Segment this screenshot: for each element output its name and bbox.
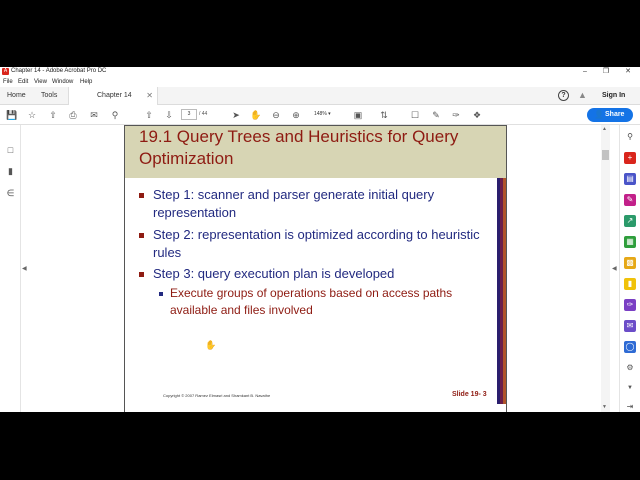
scroll-up-icon[interactable]: ▲: [602, 126, 607, 132]
sub-bullet-text: Execute groups of operations based on access paths available and files involved: [170, 286, 453, 317]
search-icon[interactable]: ⚲: [111, 110, 119, 120]
close-window-button[interactable]: ✕: [625, 68, 631, 75]
tab-tools[interactable]: Tools: [41, 92, 58, 99]
attachment-icon[interactable]: ∈: [6, 188, 15, 198]
hand-icon[interactable]: ✋: [250, 110, 262, 120]
page-total: / 44: [199, 111, 208, 117]
slide-number: Slide 19- 3: [452, 391, 487, 398]
maximize-button[interactable]: ❐: [602, 68, 610, 75]
protect-icon[interactable]: ◯: [625, 342, 635, 351]
pen-icon[interactable]: ✎: [432, 110, 440, 120]
print-icon[interactable]: ⎙: [69, 110, 77, 120]
menu-edit[interactable]: Edit: [18, 79, 29, 85]
share-icon: 👤: [594, 110, 604, 119]
list-item: [139, 226, 484, 262]
collapse-right-panel-icon[interactable]: ◀: [612, 266, 617, 272]
scroll-mode-icon[interactable]: ⇅: [380, 110, 388, 120]
sign-icon[interactable]: ✑: [452, 110, 460, 120]
bookmark-icon[interactable]: ▮: [8, 166, 13, 176]
expand-tools-icon[interactable]: ▼: [627, 385, 633, 391]
close-tab-icon[interactable]: ✕: [146, 91, 153, 100]
fill-sign-icon[interactable]: ✑: [624, 299, 636, 311]
collapse-left-panel-icon[interactable]: ◀: [22, 266, 27, 272]
email-icon[interactable]: ✉: [90, 110, 98, 120]
acrobat-window: [0, 67, 640, 412]
tab-home[interactable]: Home: [7, 92, 26, 99]
sub-list-item: [159, 285, 479, 319]
send-for-signature-icon[interactable]: ✉: [624, 320, 636, 332]
zoom-level-value: 148%: [314, 111, 327, 117]
create-pdf-icon[interactable]: +: [624, 152, 636, 164]
list-item: [139, 265, 484, 283]
list-item: [139, 186, 484, 222]
right-tools-pane: [619, 125, 640, 412]
copyright-text: Copyright © 2007 Ramez Elmasri and Shamkant B. Navathe: [163, 393, 271, 398]
toolbar: [0, 105, 640, 125]
notification-bell-icon[interactable]: ▲: [578, 90, 587, 100]
menu-view[interactable]: View: [34, 79, 47, 85]
more-tools-wrench-icon[interactable]: ⚙: [626, 363, 634, 372]
tab-document[interactable]: [68, 87, 158, 105]
bullet-marker: [139, 272, 144, 277]
comment-icon[interactable]: ☐: [410, 110, 420, 120]
select-arrow-icon[interactable]: ➤: [232, 110, 240, 120]
combine-files-icon[interactable]: ▤: [624, 173, 636, 185]
left-navigation-panel: [0, 125, 21, 412]
bullet-text: Step 1: scanner and parser generate initial query representation: [153, 187, 435, 220]
edit-pdf-icon[interactable]: ✎: [624, 194, 636, 206]
save-icon[interactable]: 💾: [6, 110, 18, 120]
menu-window[interactable]: Window: [52, 79, 74, 85]
comment-tool-icon[interactable]: ▮: [624, 278, 636, 290]
fit-page-icon[interactable]: ▣: [353, 110, 363, 120]
slide-title: 19.1 Query Trees and Heuristics for Query Optimization: [139, 127, 459, 168]
star-icon[interactable]: ☆: [27, 110, 37, 120]
scan-icon[interactable]: ▩: [624, 257, 636, 269]
export-pdf-icon[interactable]: ↗: [624, 215, 636, 227]
sub-bullet-marker: [159, 292, 163, 296]
zoom-search-icon[interactable]: ⚲: [627, 132, 633, 141]
menu-file[interactable]: File: [3, 79, 13, 85]
zoom-out-icon[interactable]: ⊖: [272, 110, 280, 120]
help-icon[interactable]: ?: [558, 90, 569, 101]
vertical-scrollbar[interactable]: [601, 125, 610, 412]
scrollbar-thumb[interactable]: [602, 150, 609, 160]
slide-decorative-bar: [497, 178, 506, 404]
pdf-page: [124, 125, 507, 412]
more-tools-icon[interactable]: ❖: [472, 110, 482, 120]
page-down-icon[interactable]: ⇩: [165, 110, 173, 120]
acrobat-logo-icon: A: [3, 68, 8, 74]
scroll-down-icon[interactable]: ▼: [602, 404, 607, 410]
window-title: Chapter 14 - Adobe Acrobat Pro DC: [11, 68, 107, 74]
menu-bar: [0, 77, 640, 87]
page-number-input[interactable]: 3: [181, 109, 197, 120]
bullet-text: Step 3: query execution plan is developed: [153, 266, 395, 281]
upload-icon[interactable]: ⇧: [49, 110, 57, 120]
hand-cursor-icon: ✋: [205, 340, 217, 350]
share-button-label: Share: [605, 111, 625, 118]
bullet-text: Step 2: representation is optimized according to heuristic rules: [153, 227, 480, 260]
document-tab-label: Chapter 14: [97, 92, 132, 99]
zoom-level-select[interactable]: 148% ▾: [314, 111, 331, 117]
bullet-marker: [139, 193, 144, 198]
share-button[interactable]: [587, 108, 633, 122]
menu-help[interactable]: Help: [80, 79, 93, 85]
page-up-icon[interactable]: ⇧: [145, 110, 153, 120]
minimize-button[interactable]: –: [583, 68, 587, 75]
sign-in-link[interactable]: Sign In: [602, 92, 626, 99]
organize-pages-icon[interactable]: ▦: [624, 236, 636, 248]
zoom-in-icon[interactable]: ⊕: [292, 110, 300, 120]
tools-pane-toggle-icon[interactable]: ⇥: [626, 402, 634, 411]
title-bar: [0, 67, 640, 77]
bullet-marker: [139, 233, 144, 238]
tab-bar: [0, 87, 640, 105]
page-thumbnails-icon[interactable]: □: [7, 145, 14, 155]
